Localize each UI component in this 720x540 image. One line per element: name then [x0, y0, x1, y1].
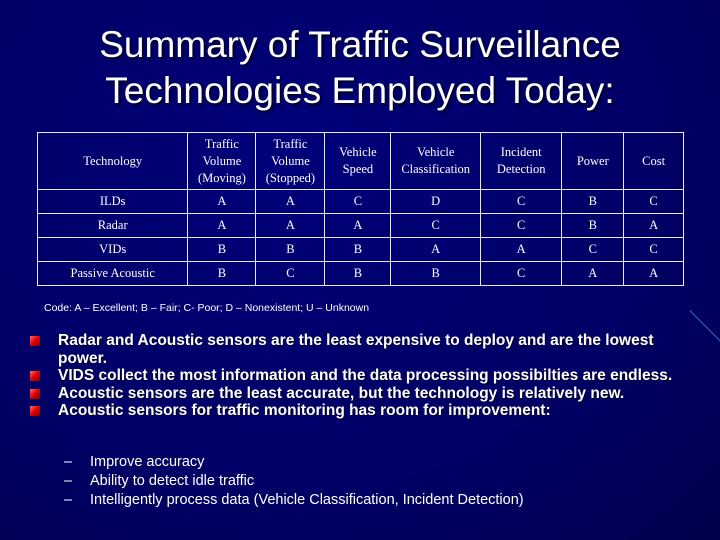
rating-cell: B — [188, 238, 256, 262]
dash-marker: – — [64, 473, 73, 489]
header-text: Classification — [401, 162, 471, 176]
rating-cell: C — [481, 214, 562, 238]
title-line-2: Technologies Employed Today: — [105, 70, 615, 111]
header-text: Traffic — [273, 136, 308, 151]
table-header-cell — [325, 133, 391, 190]
rating-cell: C — [624, 190, 684, 214]
technology-name-cell: Radar — [38, 214, 188, 238]
header-text: Cost — [642, 153, 666, 168]
bullet-text: Acoustic sensors are the least accurate, but the technology is relatively new. — [58, 384, 625, 402]
sub-bullet-item — [64, 472, 524, 491]
sub-bullet-text: Ability to detect idle traffic — [90, 473, 255, 489]
decorative-line — [690, 300, 720, 360]
table-row — [38, 190, 684, 214]
header-text: Traffic — [204, 136, 239, 151]
rating-cell: B — [325, 262, 391, 286]
header-text: Incident — [500, 145, 542, 159]
table-row — [38, 214, 684, 238]
rating-cell: B — [562, 190, 624, 214]
bullet-item — [30, 332, 690, 367]
header-text: Technology — [83, 153, 143, 168]
slide-title — [0, 22, 720, 114]
header-text: Vehicle — [416, 145, 455, 159]
table-row — [38, 238, 684, 262]
rating-cell: A — [256, 214, 325, 238]
rating-cell: B — [562, 214, 624, 238]
header-text: Volume — [202, 153, 242, 168]
dash-marker: – — [64, 492, 73, 508]
technology-comparison-table — [37, 132, 684, 286]
sub-bullet-text: Improve accuracy — [90, 454, 205, 470]
header-text: Vehicle — [339, 145, 377, 159]
code-legend: Code: A – Excellent; B – Fair; C- Poor; D – Nonexistent; U – Unknown — [44, 302, 370, 314]
rating-cell: A — [624, 262, 684, 286]
title-line-1: Summary of Traffic Surveillance — [99, 24, 621, 65]
rating-cell: A — [624, 214, 684, 238]
bullet-square-icon — [30, 406, 40, 416]
table-header-cell — [38, 133, 188, 190]
bullet-item — [30, 367, 690, 385]
bullet-square-icon — [30, 336, 40, 346]
dash-marker: – — [64, 454, 73, 470]
bullet-square-icon — [30, 389, 40, 399]
rating-cell: A — [256, 190, 325, 214]
rating-cell: B — [391, 262, 481, 286]
header-text: Detection — [496, 162, 546, 176]
technology-name-cell: VIDs — [38, 238, 188, 262]
sub-bullet-list — [64, 453, 524, 510]
table-header-cell — [624, 133, 684, 190]
rating-cell: B — [256, 238, 325, 262]
rating-cell: C — [624, 238, 684, 262]
rating-cell: A — [325, 214, 391, 238]
rating-cell: C — [256, 262, 325, 286]
rating-cell: B — [325, 238, 391, 262]
technology-name-cell: Passive Acoustic — [38, 262, 188, 286]
header-text: Volume — [271, 153, 310, 168]
bullet-item — [30, 385, 690, 403]
sub-bullet-text: Intelligently process data (Vehicle Classification, Incident Detection) — [90, 492, 524, 508]
bullet-item — [30, 402, 690, 420]
header-text: (Stopped) — [265, 170, 316, 185]
sub-bullet-item — [64, 491, 524, 510]
bullet-square-icon — [30, 371, 40, 381]
rating-cell: D — [391, 190, 481, 214]
table-header-row — [38, 133, 684, 190]
table-row — [38, 262, 684, 286]
rating-cell: A — [391, 238, 481, 262]
technology-name-cell: ILDs — [38, 190, 188, 214]
bullet-list — [30, 332, 690, 420]
bullet-text: VIDS collect the most information and the data processing possibilties are endless. — [58, 367, 673, 384]
rating-cell: C — [325, 190, 391, 214]
rating-cell: A — [188, 214, 256, 238]
rating-cell: C — [391, 214, 481, 238]
table-header-cell — [562, 133, 624, 190]
sub-bullet-item — [64, 453, 524, 472]
bullet-text: Acoustic sensors for traffic monitoring has room for improvement: — [58, 402, 551, 419]
rating-cell: C — [562, 238, 624, 262]
header-text: (Moving) — [197, 170, 246, 185]
bullet-text: Radar and Acoustic sensors are the least expensive to deploy and are the lowest power. — [58, 332, 654, 367]
rating-cell: B — [188, 262, 256, 286]
rating-cell: A — [481, 238, 562, 262]
table-body — [38, 190, 684, 286]
rating-cell: C — [481, 190, 562, 214]
table-header-cell — [391, 133, 481, 190]
rating-cell: A — [188, 190, 256, 214]
rating-cell: A — [562, 262, 624, 286]
header-text: Power — [576, 153, 609, 168]
header-text: Speed — [342, 162, 374, 176]
table-header-cell — [256, 133, 325, 190]
table-header-cell — [188, 133, 256, 190]
table-header-cell — [481, 133, 562, 190]
rating-cell: C — [481, 262, 562, 286]
